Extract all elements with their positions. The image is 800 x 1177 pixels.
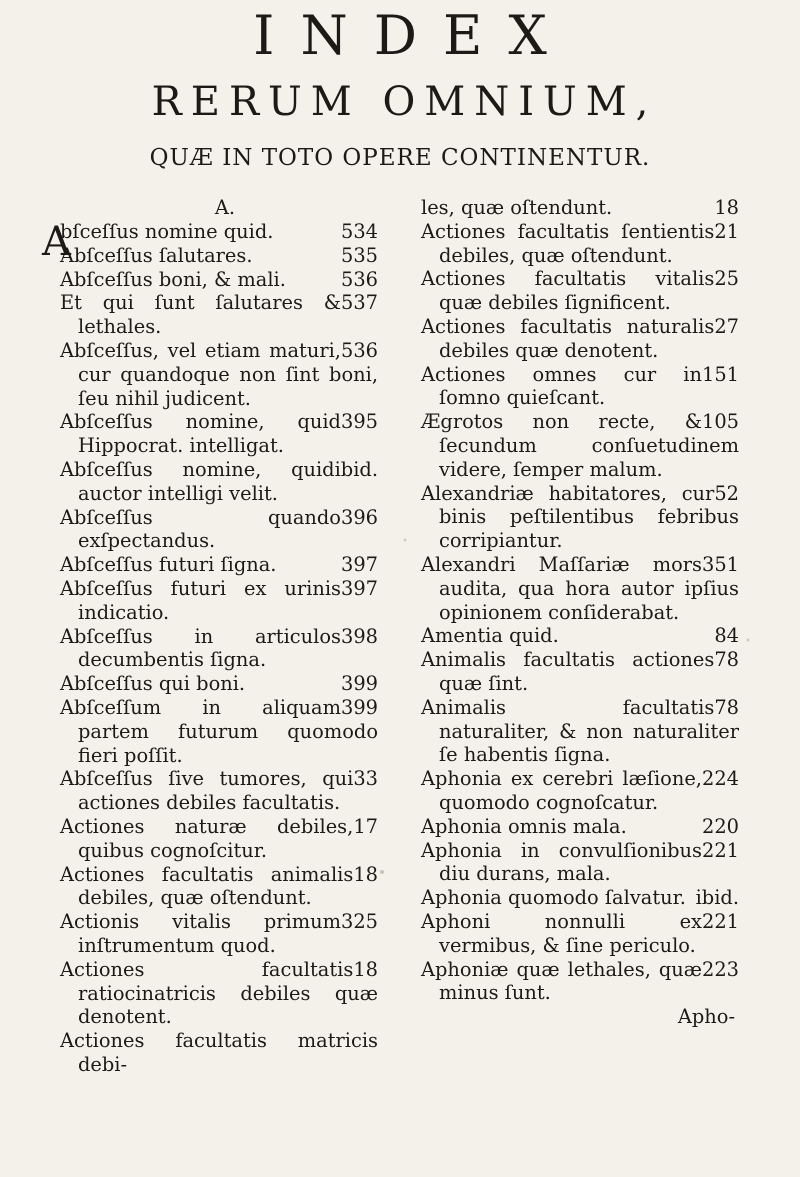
index-entry [60, 625, 378, 673]
page-reference: 84 [714, 624, 739, 648]
index-entry [60, 339, 378, 410]
page-reference: 395 [340, 410, 378, 434]
entry-text: Actiones omnes cur in ſomno quieſcant. [421, 362, 702, 410]
page-reference: 151 [701, 362, 739, 386]
catchword: Apho- [677, 1005, 735, 1029]
page-reference: 325 [340, 910, 378, 934]
entry-text: Aphonia ex cerebri læſione, quomodo cognoſcatur. [421, 767, 702, 814]
index-entry [421, 482, 739, 553]
page-reference: 223 [701, 957, 739, 981]
entry-text: Aphonia quomodo ſalvatur. [421, 886, 686, 910]
index-entry [60, 1029, 378, 1077]
entry-text: Abſceſſus futuri ex urinis indicatio. [60, 576, 341, 624]
page-reference: ibid. [695, 886, 739, 910]
entry-text: Abſceſſus nomine quid. [42, 219, 274, 265]
page-reference: 221 [701, 838, 739, 862]
left-column [42, 196, 378, 1077]
index-entry [421, 696, 739, 767]
index-entry [421, 648, 739, 696]
entry-text: les, quæ oſtendunt. [421, 196, 613, 219]
entry-text: Animalis facultatis naturaliter, & non naturaliter ſe habentis ſigna. [421, 695, 739, 767]
page-reference: 78 [714, 648, 739, 672]
page-reference: 397 [340, 553, 378, 577]
page-reference: 18 [714, 196, 739, 219]
index-entry [421, 315, 739, 363]
index-entry [421, 410, 739, 481]
entry-text: Aphoni nonnulli ex vermibus, & ſine periculo. [421, 909, 702, 957]
entry-text: Abſceſſus qui boni. [60, 672, 246, 696]
page-reference: 224 [701, 767, 739, 791]
page-reference: 536 [340, 338, 378, 362]
page-reference: 351 [701, 552, 739, 576]
entry-text: Abſceſſus, vel etiam maturi, cur quandoque non ſint boni, ſeu nihil judicent. [60, 338, 378, 410]
page-reference: 221 [701, 909, 739, 933]
entry-text: Alexandriæ habitatores, cur binis peſtilentibus febribus corripiantur. [421, 481, 739, 553]
right-column [421, 196, 739, 1029]
index-entry [421, 196, 739, 220]
index-entry [60, 958, 378, 1029]
entry-text: Actionis vitalis primum inſtrumentum quod. [60, 910, 341, 957]
entry-text: Amentia quid. [421, 624, 559, 648]
page-reference: 27 [714, 314, 739, 338]
index-entry [60, 553, 378, 577]
entry-text: Abſceſſus nomine, quid auctor intelligi velit. [60, 457, 335, 505]
page-reference: 396 [340, 505, 378, 529]
page-reference: 399 [340, 672, 378, 696]
page-reference: 534 [340, 220, 378, 243]
index-entry [421, 886, 739, 910]
index-entry [421, 553, 739, 624]
page-reference: 21 [714, 219, 739, 243]
page-reference: 18 [353, 862, 378, 886]
index-entry [60, 268, 378, 292]
index-entry [421, 767, 739, 815]
entry-text: Aphoniæ quæ lethales, quæ minus ſunt. [421, 957, 702, 1005]
page-reference: 397 [340, 576, 378, 600]
entry-text: Aphonia omnis mala. [421, 814, 627, 838]
index-caption: QUÆ IN TOTO OPERE CONTINENTUR. [149, 145, 651, 171]
entry-text: Abſceſſus ſalutares. [60, 243, 253, 267]
index-entry [421, 958, 739, 1006]
entry-text: Aphonia in convulſionibus diu durans, mala. [421, 838, 702, 886]
entry-text: Abſceſſus nomine, quid Hippocrat. intelligat. [60, 410, 341, 458]
index-entry [60, 696, 378, 767]
index-entry [421, 267, 739, 315]
entry-text: Actiones facultatis matricis debi- [60, 1029, 378, 1076]
page-reference: 33 [353, 767, 378, 791]
index-entry [421, 363, 739, 411]
page-reference: 398 [340, 624, 378, 648]
page-reference: 78 [714, 695, 739, 719]
index-entry [421, 220, 739, 268]
entry-text: Abſceſſus in articulos decumbentis ſigna. [60, 624, 341, 672]
index-entry [421, 839, 739, 887]
index-subtitle: RERUM OMNIUM, [151, 79, 658, 125]
index-entry [60, 291, 378, 339]
entry-text: Actiones facultatis ratiocinatricis debiles quæ denotent. [60, 957, 378, 1029]
entry-text: Abſceſſus ſive tumores, qui actiones debiles facultatis. [60, 767, 354, 815]
index-entry [421, 624, 739, 648]
page-reference: 220 [701, 814, 739, 838]
entry-text: Animalis facultatis actiones quæ ſint. [421, 648, 715, 695]
entry-text: Abſceſſus quando exſpectandus. [60, 505, 341, 553]
index-entry [421, 910, 739, 958]
page-reference: 17 [353, 814, 378, 838]
index-entry [60, 672, 378, 696]
entry-text: Abſceſſus boni, & mali. [60, 267, 286, 291]
entry-text: Actiones facultatis ſentientis debiles, quæ oſtendunt. [421, 219, 715, 267]
page-reference: 536 [340, 267, 378, 291]
entry-text: Actiones facultatis vitalis quæ debiles ſignificent. [421, 267, 715, 315]
page-reference: 105 [701, 410, 739, 434]
index-entry [60, 506, 378, 554]
entry-text: Abſceſſus futuri ſigna. [60, 553, 277, 577]
index-entry [60, 410, 378, 458]
index-entry [60, 815, 378, 863]
index-entry [60, 458, 378, 506]
page-reference: 537 [340, 291, 378, 315]
entry-text: Actiones naturæ debiles, quibus cognoſcitur. [60, 814, 354, 862]
page-reference: 18 [353, 957, 378, 981]
entry-text: Et qui ſunt ſalutares & lethales. [60, 291, 341, 339]
index-entry [421, 815, 739, 839]
index-title: INDEX [253, 4, 573, 67]
index-entry [60, 577, 378, 625]
entry-text: Actiones facultatis naturalis debiles quæ denotent. [421, 314, 715, 362]
page-reference: 399 [340, 695, 378, 719]
page-reference: ibid. [334, 457, 378, 481]
page-reference: 25 [714, 267, 739, 291]
index-entry [60, 244, 378, 268]
entry-text: Actiones facultatis animalis debiles, quæ oſtendunt. [60, 862, 354, 910]
page-reference: 535 [340, 243, 378, 267]
entry-text: Abſceſſum in aliquam partem futurum quomodo fieri poſſit. [60, 695, 378, 767]
section-letter: A. [214, 196, 236, 219]
index-entry [60, 863, 378, 911]
entry-text: Alexandri Maſſariæ mors audita, qua hora autor ipſius opinionem conſiderabat. [421, 552, 739, 624]
index-entry [60, 767, 378, 815]
entry-text: Ægrotos non recte, & ſecundum conſuetudinem videre, ſemper malum. [421, 410, 739, 481]
page-reference: 52 [714, 481, 739, 505]
index-entry [60, 910, 378, 958]
